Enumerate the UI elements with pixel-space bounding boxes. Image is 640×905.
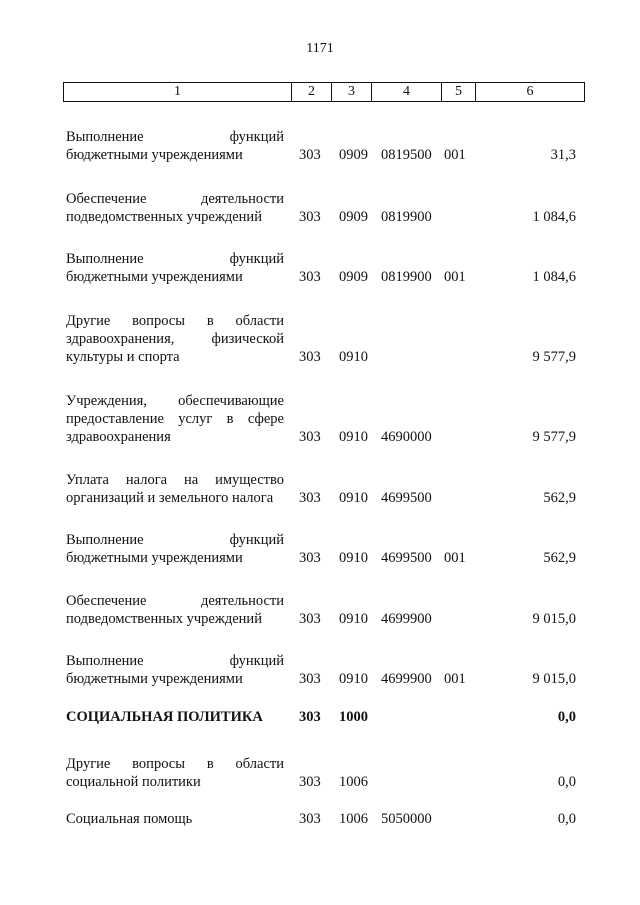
- description-line: Другие вопросы в области: [66, 313, 284, 329]
- description-line: бюджетными учреждениями: [66, 550, 243, 566]
- cell-c4: 0819900: [381, 269, 432, 285]
- row-description: [66, 392, 284, 446]
- cell-c4: 0819500: [381, 147, 432, 163]
- cell-c5: 001: [444, 671, 466, 687]
- description-line: Другие вопросы в области: [66, 756, 284, 772]
- row-description: [66, 810, 284, 828]
- row-description: [66, 190, 284, 226]
- header-col-4: 4: [371, 83, 441, 101]
- description-line: Социальная помощь: [66, 811, 193, 827]
- cell-c2: 303: [299, 429, 321, 445]
- description-line: бюджетными учреждениями: [66, 671, 243, 687]
- header-col-2: 2: [291, 83, 331, 101]
- description-line: культуры и спорта: [66, 349, 180, 365]
- cell-c3: 0909: [339, 147, 368, 163]
- description-line: подведомственных учреждений: [66, 611, 262, 627]
- header-col-6: 6: [475, 83, 584, 101]
- description-line: социальной политики: [66, 774, 201, 790]
- cell-c3: 1006: [339, 811, 368, 827]
- cell-c2: 303: [299, 709, 321, 725]
- row-description: [66, 755, 284, 791]
- cell-c4: 4699500: [381, 490, 432, 506]
- description-line: Выполнение функций: [66, 129, 284, 145]
- cell-c2: 303: [299, 147, 321, 163]
- cell-c4: 0819900: [381, 209, 432, 225]
- cell-c3: 0910: [339, 550, 368, 566]
- description-line: предоставление услуг в сфере: [66, 411, 284, 427]
- description-line: здравоохранения, физической: [66, 331, 284, 347]
- row-description: [66, 592, 284, 628]
- description-line: Обеспечение деятельности: [66, 593, 284, 609]
- cell-c6: 562,9: [543, 550, 576, 566]
- description-line: Выполнение функций: [66, 251, 284, 267]
- cell-c6: 1 084,6: [532, 269, 576, 285]
- cell-c2: 303: [299, 671, 321, 687]
- cell-c2: 303: [299, 269, 321, 285]
- cell-c6: 9 015,0: [532, 671, 576, 687]
- description-line: Учреждения, обеспечивающие: [66, 393, 284, 409]
- description-line: бюджетными учреждениями: [66, 147, 243, 163]
- cell-c4: 5050000: [381, 811, 432, 827]
- cell-c3: 0909: [339, 209, 368, 225]
- cell-c2: 303: [299, 811, 321, 827]
- description-line: организаций и земельного налога: [66, 490, 274, 506]
- cell-c4: 4699900: [381, 611, 432, 627]
- cell-c3: 0910: [339, 349, 368, 365]
- cell-c3: 1000: [339, 709, 368, 725]
- cell-c3: 0910: [339, 490, 368, 506]
- description-line: Выполнение функций: [66, 653, 284, 669]
- cell-c2: 303: [299, 490, 321, 506]
- cell-c3: 0909: [339, 269, 368, 285]
- description-line: Уплата налога на имущество: [66, 472, 284, 488]
- cell-c6: 0,0: [557, 811, 576, 827]
- cell-c6: 9 577,9: [532, 349, 576, 365]
- description-line: подведомственных учреждений: [66, 209, 262, 225]
- row-description: [66, 708, 284, 726]
- cell-c6: 9 015,0: [532, 611, 576, 627]
- description-line: Обеспечение деятельности: [66, 191, 284, 207]
- row-description: [66, 652, 284, 688]
- cell-c4: 4690000: [381, 429, 432, 445]
- header-col-1: 1: [174, 84, 181, 99]
- cell-c2: 303: [299, 209, 321, 225]
- description-line: здравоохранения: [66, 429, 171, 445]
- cell-c2: 303: [299, 774, 321, 790]
- page-number: 1171: [306, 41, 334, 56]
- cell-c6: 31,3: [550, 147, 576, 163]
- header-col-3: 3: [331, 83, 371, 101]
- cell-c5: 001: [444, 269, 466, 285]
- cell-c2: 303: [299, 349, 321, 365]
- cell-c5: 001: [444, 147, 466, 163]
- row-description: [66, 531, 284, 567]
- cell-c6: 562,9: [543, 490, 576, 506]
- cell-c3: 0910: [339, 611, 368, 627]
- description-line: СОЦИАЛЬНАЯ ПОЛИТИКА: [66, 709, 263, 725]
- header-col-5: 5: [441, 83, 475, 101]
- cell-c6: 1 084,6: [532, 209, 576, 225]
- cell-c3: 0910: [339, 429, 368, 445]
- cell-c4: 4699500: [381, 550, 432, 566]
- cell-c6: 0,0: [557, 774, 576, 790]
- cell-c3: 1006: [339, 774, 368, 790]
- cell-c2: 303: [299, 550, 321, 566]
- table-header: [63, 82, 585, 102]
- row-description: [66, 312, 284, 366]
- description-line: Выполнение функций: [66, 532, 284, 548]
- cell-c6: 0,0: [557, 709, 576, 725]
- cell-c4: 4699900: [381, 671, 432, 687]
- cell-c6: 9 577,9: [532, 429, 576, 445]
- cell-c3: 0910: [339, 671, 368, 687]
- row-description: [66, 128, 284, 164]
- row-description: [66, 471, 284, 507]
- cell-c5: 001: [444, 550, 466, 566]
- cell-c2: 303: [299, 611, 321, 627]
- row-description: [66, 250, 284, 286]
- description-line: бюджетными учреждениями: [66, 269, 243, 285]
